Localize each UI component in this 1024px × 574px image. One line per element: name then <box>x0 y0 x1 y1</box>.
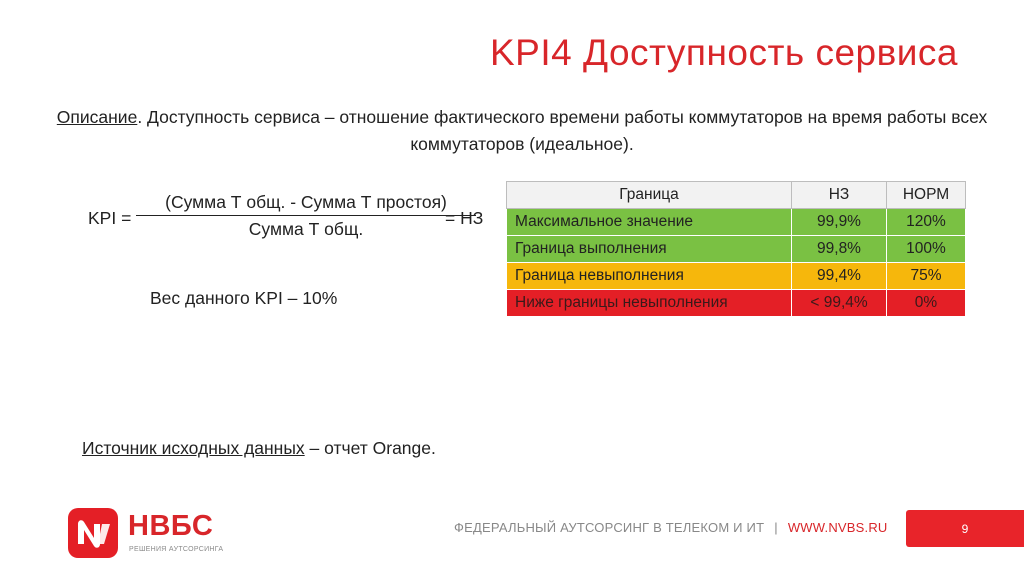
footer-text <box>454 520 888 535</box>
description-text: . Доступность сервиса – отношение фактического времени работы коммутаторов на время работы всех коммутаторов (идеальное). <box>137 107 988 154</box>
formula-denominator: Сумма Т общ. <box>248 219 364 239</box>
header-nz: НЗ <box>792 182 887 209</box>
row-label: Максимальное значение <box>507 209 792 236</box>
row-norm: 0% <box>887 290 966 317</box>
row-label: Ниже границы невыполнения <box>507 290 792 317</box>
row-nz: 99,8% <box>792 236 887 263</box>
table-row <box>507 236 966 263</box>
nvbs-logo-icon <box>68 508 118 558</box>
row-norm: 120% <box>887 209 966 236</box>
description-label: Описание <box>56 107 138 127</box>
page-number: 9 <box>906 510 1024 547</box>
description <box>40 104 1004 158</box>
data-source <box>82 438 436 459</box>
row-norm: 100% <box>887 236 966 263</box>
source-label: Источник исходных данных <box>82 438 305 458</box>
row-nz: 99,4% <box>792 263 887 290</box>
footer-company: ФЕДЕРАЛЬНЫЙ АУТСОРСИНГ В ТЕЛЕКОМ И ИТ <box>454 520 765 535</box>
footer-website-link[interactable]: WWW.NVBS.RU <box>787 520 888 535</box>
kpi-formula <box>88 192 488 248</box>
source-text: – отчет Orange. <box>304 438 436 458</box>
header-granitsa: Граница <box>507 182 792 209</box>
table-row <box>507 263 966 290</box>
row-nz: < 99,4% <box>792 290 887 317</box>
row-label: Граница выполнения <box>507 236 792 263</box>
table-header-row <box>507 182 966 209</box>
logo-tagline: РЕШЕНИЯ АУТСОРСИНГА <box>129 546 224 553</box>
kpi-weight: Вес данного KPI – 10% <box>150 288 338 308</box>
table-row <box>507 209 966 236</box>
row-label: Граница невыполнения <box>507 263 792 290</box>
logo-name: НВБС <box>128 510 214 542</box>
formula-fraction <box>136 192 476 240</box>
row-norm: 75% <box>887 263 966 290</box>
kpi-thresholds-table <box>506 181 966 317</box>
table-row <box>507 290 966 317</box>
header-norm: НОРМ <box>887 182 966 209</box>
slide-title: KPI4 Доступность сервиса <box>490 32 959 73</box>
formula-rhs: = НЗ <box>445 208 484 228</box>
formula-numerator: (Сумма Т общ. - Сумма Т простоя) <box>136 192 476 216</box>
footer-separator: | <box>774 520 778 535</box>
row-nz: 99,9% <box>792 209 887 236</box>
formula-lhs: KPI = <box>88 208 132 228</box>
company-logo <box>68 508 228 560</box>
